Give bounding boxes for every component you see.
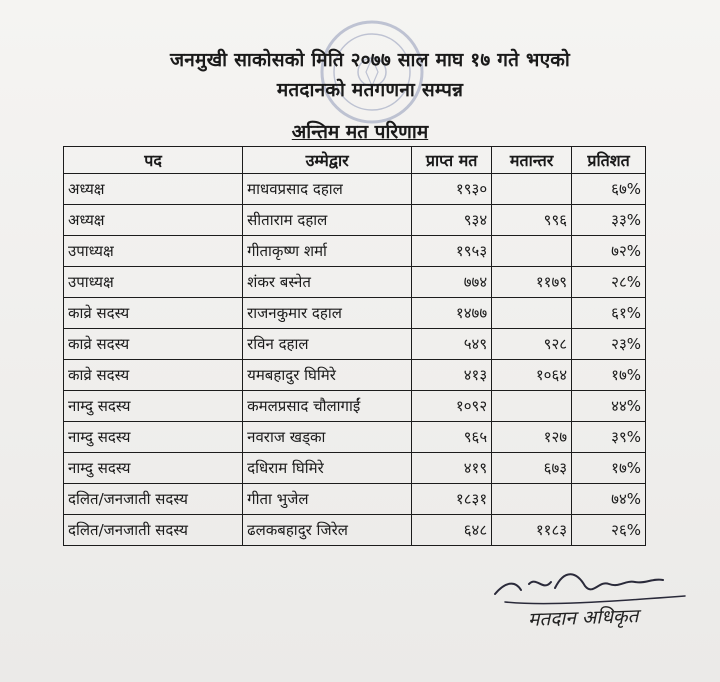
- table-row: [64, 329, 646, 360]
- cell-post: दलित/जनजाती सदस्य: [64, 484, 243, 515]
- results-table: [63, 146, 646, 546]
- cell-margin: [492, 391, 572, 422]
- cell-candidate: रविन दहाल: [243, 329, 412, 360]
- cell-post: अध्यक्ष: [64, 205, 243, 236]
- cell-candidate: गीता भुजेल: [243, 484, 412, 515]
- cell-post: दलित/जनजाती सदस्य: [64, 515, 243, 546]
- cell-post: अध्यक्ष: [64, 174, 243, 205]
- cell-candidate: गीताकृष्ण शर्मा: [243, 236, 412, 267]
- cell-candidate: दधिराम घिमिरे: [243, 453, 412, 484]
- cell-margin: [492, 484, 572, 515]
- cell-post: उपाध्यक्ष: [64, 267, 243, 298]
- cell-percent: १७%: [572, 360, 646, 391]
- cell-margin: ६७३: [492, 453, 572, 484]
- table-row: [64, 267, 646, 298]
- cell-percent: ३३%: [572, 205, 646, 236]
- cell-votes: ४१९: [412, 453, 492, 484]
- cell-margin: १०६४: [492, 360, 572, 391]
- cell-post: काव्रे सदस्य: [64, 298, 243, 329]
- cell-candidate: शंकर बस्नेत: [243, 267, 412, 298]
- cell-margin: ११८३: [492, 515, 572, 546]
- table-row: [64, 360, 646, 391]
- table-row: [64, 174, 646, 205]
- cell-votes: ६४८: [412, 515, 492, 546]
- cell-post: काव्रे सदस्य: [64, 329, 243, 360]
- cell-percent: ३९%: [572, 422, 646, 453]
- table-row: [64, 298, 646, 329]
- seal-stamp: [318, 18, 426, 126]
- cell-percent: ६७%: [572, 174, 646, 205]
- cell-percent: २८%: [572, 267, 646, 298]
- cell-votes: ५४९: [412, 329, 492, 360]
- table-header-row: [64, 147, 646, 174]
- cell-votes: ७७४: [412, 267, 492, 298]
- header-candidate: उम्मेद्वार: [243, 147, 412, 174]
- cell-post: नाम्दु सदस्य: [64, 453, 243, 484]
- cell-votes: १८३१: [412, 484, 492, 515]
- cell-candidate: ढलकबहादुर जिरेल: [243, 515, 412, 546]
- cell-percent: ७२%: [572, 236, 646, 267]
- table-row: [64, 391, 646, 422]
- cell-votes: ९३४: [412, 205, 492, 236]
- cell-margin: ९९६: [492, 205, 572, 236]
- cell-votes: ९६५: [412, 422, 492, 453]
- cell-votes: १९३०: [412, 174, 492, 205]
- table-row: [64, 236, 646, 267]
- cell-percent: २३%: [572, 329, 646, 360]
- cell-margin: [492, 298, 572, 329]
- header-margin: मतान्तर: [492, 147, 572, 174]
- cell-candidate: माधवप्रसाद दहाल: [243, 174, 412, 205]
- cell-margin: [492, 174, 572, 205]
- table-row: [64, 453, 646, 484]
- header-percent: प्रतिशत: [572, 147, 646, 174]
- cell-margin: १२७: [492, 422, 572, 453]
- signature-caption: मतदान अधिकृत: [527, 605, 639, 631]
- cell-votes: १९५३: [412, 236, 492, 267]
- cell-margin: [492, 236, 572, 267]
- table-row: [64, 422, 646, 453]
- table-row: [64, 484, 646, 515]
- cell-percent: १७%: [572, 453, 646, 484]
- header-post: पद: [64, 147, 243, 174]
- cell-percent: ७४%: [572, 484, 646, 515]
- cell-post: उपाध्यक्ष: [64, 236, 243, 267]
- cell-candidate: सीताराम दहाल: [243, 205, 412, 236]
- cell-post: नाम्दु सदस्य: [64, 391, 243, 422]
- cell-votes: ४१३: [412, 360, 492, 391]
- cell-votes: १०९२: [412, 391, 492, 422]
- document-title-line1: जनमुखी साकोसको मिति २०७७ साल माघ १७ गते भएको: [170, 49, 570, 71]
- cell-candidate: कमलप्रसाद चौलागाईं: [243, 391, 412, 422]
- cell-percent: ६१%: [572, 298, 646, 329]
- cell-candidate: नवराज खड्का: [243, 422, 412, 453]
- document-subtitle: अन्तिम मत परिणाम: [291, 121, 429, 143]
- cell-candidate: यमबहादुर घिमिरे: [243, 360, 412, 391]
- cell-post: नाम्दु सदस्य: [64, 422, 243, 453]
- cell-percent: ४४%: [572, 391, 646, 422]
- header-votes: प्राप्त मत: [412, 147, 492, 174]
- cell-margin: ९२८: [492, 329, 572, 360]
- cell-votes: १४७७: [412, 298, 492, 329]
- document-title-line2: मतदानको मतगणना सम्पन्न: [276, 79, 464, 101]
- table-row: [64, 515, 646, 546]
- cell-percent: २६%: [572, 515, 646, 546]
- cell-margin: ११७९: [492, 267, 572, 298]
- cell-candidate: राजनकुमार दहाल: [243, 298, 412, 329]
- cell-post: काव्रे सदस्य: [64, 360, 243, 391]
- table-row: [64, 205, 646, 236]
